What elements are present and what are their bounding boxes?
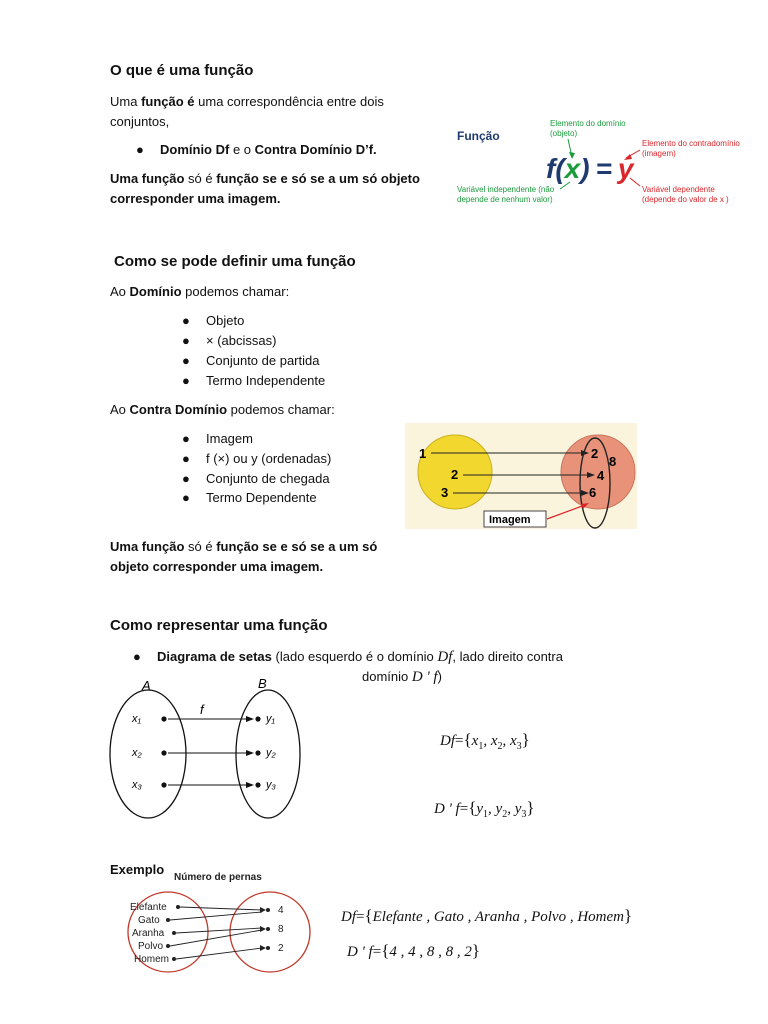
text-fragment: 1 xyxy=(483,809,489,820)
text-fragment: conjuntos, xyxy=(110,114,170,129)
text-fragment: Diagrama de setas xyxy=(157,649,272,664)
text-fragment: Domínio xyxy=(129,284,182,299)
formula-f: f(x) = y xyxy=(546,153,634,184)
text-fragment: só é xyxy=(184,171,217,186)
text-fragment: } xyxy=(471,941,481,960)
domain-point xyxy=(172,931,176,935)
codomain-element: y₃ xyxy=(266,779,276,791)
text-fragment: domínio xyxy=(362,669,412,684)
codomain-point xyxy=(255,782,260,787)
text-fragment: = xyxy=(372,944,382,960)
text-fragment: Elefante , Gato , Aranha , Polvo , Homem xyxy=(372,909,624,925)
mapping-arrow xyxy=(170,912,262,920)
mapping-arrow xyxy=(176,948,262,959)
bullet-dot: ● xyxy=(136,142,144,157)
text-fragment: corresponder uma imagem. xyxy=(110,191,281,206)
bullet-dot: ● xyxy=(182,353,190,368)
image-value: 4 xyxy=(597,468,605,483)
text-fragment: 4 , 4 , 8 , 8 , 2 xyxy=(389,944,472,960)
text-fragment: , x xyxy=(502,733,517,749)
text-fragment: Conjunto de chegada xyxy=(206,471,330,486)
example-figure-title: Número de pernas xyxy=(174,872,262,883)
bullet-dot: ● xyxy=(182,431,190,446)
domain-value: 3 xyxy=(441,485,449,500)
text-fragment: 2 xyxy=(497,741,503,752)
text-fragment: 3 xyxy=(516,741,522,752)
text-fragment: { xyxy=(468,798,477,817)
text-fragment: Imagem xyxy=(206,431,253,446)
codomain-element: y₁ xyxy=(266,713,275,725)
text-fragment: { xyxy=(381,941,390,960)
text-fragment: objeto corresponder uma imagem. xyxy=(110,559,324,574)
bullet-domain-codomain xyxy=(136,140,377,160)
section-title-define-function: Como se pode definir uma função xyxy=(114,253,356,270)
text-fragment: f (×) ou y (ordenadas) xyxy=(206,451,332,466)
example-domain-equation xyxy=(341,906,632,926)
figure-title: Função xyxy=(457,129,500,143)
text-fragment: função xyxy=(141,94,184,109)
text-fragment: 1 xyxy=(478,741,484,752)
text-fragment: } xyxy=(624,906,633,925)
text-fragment: D ' f xyxy=(347,944,373,960)
codomain-set-equation xyxy=(434,798,535,820)
text-fragment: só é xyxy=(184,539,217,554)
annotation-domain-line2: (objeto) xyxy=(550,129,578,138)
domain-point xyxy=(172,957,176,961)
text-fragment: × (abcissas) xyxy=(206,333,277,348)
annotation-codomain-line2: (imagem) xyxy=(642,149,676,158)
text-fragment: (lado esquerdo é o domínio xyxy=(271,649,438,664)
bullet-dot: ● xyxy=(182,490,190,505)
text-fragment: x xyxy=(471,733,479,749)
function-label: f xyxy=(200,702,204,717)
domain-point xyxy=(166,944,170,948)
bullet-dot: ● xyxy=(182,471,190,486)
text-fragment: Termo Dependente xyxy=(206,490,317,505)
domain-point xyxy=(161,716,166,721)
annotation-independent-line2: depende de nenhum valor) xyxy=(457,195,553,204)
legs-example-figure xyxy=(112,866,322,976)
text-fragment: , y xyxy=(488,801,503,817)
text-fragment: 3 xyxy=(521,809,527,820)
leg-count: 8 xyxy=(278,924,284,935)
domain-item xyxy=(182,371,326,391)
domain-item xyxy=(182,351,320,371)
set-a-label: A xyxy=(142,678,151,693)
animal-name: Gato xyxy=(138,915,160,926)
domain-item xyxy=(182,311,245,331)
text-fragment: uma correspondência entre dois xyxy=(194,94,384,109)
bullet-arrow-diagram-line2 xyxy=(362,667,442,687)
domain-point xyxy=(161,750,166,755)
animal-name: Polvo xyxy=(138,941,164,952)
domain-value: 2 xyxy=(451,467,459,482)
legs-circle xyxy=(230,892,310,972)
domain-element: x₂ xyxy=(132,747,142,759)
annotation-dependent-line1: Variável dependente xyxy=(642,185,715,194)
text-fragment: y xyxy=(476,801,484,817)
codomain-point xyxy=(266,908,270,912)
text-fragment: = xyxy=(356,909,365,925)
text-fragment: D ' f xyxy=(434,801,460,817)
function-notation-figure xyxy=(450,112,760,216)
mapping-image-figure xyxy=(405,423,637,529)
text-fragment: Objeto xyxy=(206,313,245,328)
domain-set-equation xyxy=(440,730,530,752)
bullet-dot: ● xyxy=(133,649,141,664)
text-fragment: Conjunto de partida xyxy=(206,353,320,368)
text-fragment: Df xyxy=(437,649,453,665)
arrow-head xyxy=(260,907,266,913)
bullet-dot: ● xyxy=(182,313,190,328)
text-fragment: } xyxy=(526,798,535,817)
animal-name: Aranha xyxy=(132,928,165,939)
text-fragment: Domínio Df xyxy=(160,142,230,157)
function-rule-repeat xyxy=(110,537,410,577)
text-fragment: Ao xyxy=(110,402,130,417)
section-title-what-is-function: O que é uma função xyxy=(110,62,254,79)
text-fragment: função se e só se a um só objeto xyxy=(216,171,420,186)
image-label: Imagem xyxy=(489,514,531,526)
domain-element: x₃ xyxy=(132,779,142,791)
bullet-dot: ● xyxy=(182,333,190,348)
codomain-intro xyxy=(110,400,335,420)
codomain-item xyxy=(182,469,330,489)
text-fragment: função se e só se a um só xyxy=(216,539,378,554)
text-fragment: , lado direito contra xyxy=(452,649,563,664)
function-rule-paragraph xyxy=(110,169,440,209)
annotation-domain-line1: Elemento do domínio xyxy=(550,119,626,128)
bullet-dot: ● xyxy=(182,451,190,466)
domain-value: 1 xyxy=(419,446,427,461)
section-title-represent-function: Como representar uma função xyxy=(110,617,328,634)
codomain-point xyxy=(266,927,270,931)
text-fragment: , x xyxy=(483,733,498,749)
domain-point xyxy=(176,905,180,909)
text-fragment: { xyxy=(463,730,472,749)
text-fragment: Uma xyxy=(110,94,142,109)
bullet-dot: ● xyxy=(182,373,190,388)
text-fragment: Contra Domínio xyxy=(129,402,228,417)
text-fragment: Termo Independente xyxy=(206,373,326,388)
text-fragment: e o xyxy=(229,142,255,157)
text-fragment: ) xyxy=(437,669,442,684)
codomain-item xyxy=(182,429,253,449)
text-fragment: Df xyxy=(341,909,356,925)
text-fragment: é xyxy=(183,94,195,109)
text-fragment: } xyxy=(521,730,530,749)
domain-point xyxy=(166,918,170,922)
codomain-element: y₂ xyxy=(266,747,276,759)
text-fragment: Uma função xyxy=(110,539,185,554)
arrow-diagram-figure xyxy=(104,674,304,824)
example-codomain-equation xyxy=(347,941,480,961)
leg-count: 2 xyxy=(278,943,284,954)
text-fragment: 2 xyxy=(502,809,508,820)
codomain-item xyxy=(182,488,317,508)
domain-point xyxy=(161,782,166,787)
bullet-arrow-diagram xyxy=(133,647,563,667)
definition-paragraph xyxy=(110,92,440,132)
image-value: 6 xyxy=(589,485,597,500)
text-fragment: Df xyxy=(440,733,455,749)
codomain-point xyxy=(255,750,260,755)
domain-element: x₁ xyxy=(132,713,141,725)
arrow-head xyxy=(260,926,266,932)
domain-intro xyxy=(110,282,289,302)
annotation-dependent-line2: (depende do valor de x ) xyxy=(642,195,729,204)
leg-count: 4 xyxy=(278,905,284,916)
codomain-point xyxy=(255,716,260,721)
text-fragment: { xyxy=(364,906,373,925)
codomain-item xyxy=(182,449,332,469)
set-b-label: B xyxy=(258,676,267,691)
example-label: Exemplo xyxy=(110,862,165,877)
codomain-extra-value: 8 xyxy=(609,454,617,469)
text-fragment: = xyxy=(455,733,464,749)
codomain-point xyxy=(266,946,270,950)
animal-name: Elefante xyxy=(130,902,167,913)
animal-name: Homem xyxy=(134,954,170,965)
mapping-arrow xyxy=(180,907,262,910)
arrow-head xyxy=(260,945,266,951)
text-fragment: = xyxy=(459,801,469,817)
domain-item xyxy=(182,331,277,351)
text-fragment: podemos chamar: xyxy=(227,402,335,417)
text-fragment: Contra Domínio D’f. xyxy=(254,142,377,157)
annotation-codomain-line1: Elemento do contradomínio xyxy=(642,139,740,148)
text-fragment: Ao xyxy=(110,284,130,299)
image-value: 2 xyxy=(591,446,599,461)
text-fragment: D ' f xyxy=(411,669,438,685)
annotation-independent-line1: Variável independente (não xyxy=(457,185,555,194)
text-fragment: Uma função xyxy=(110,171,185,186)
text-fragment: podemos chamar: xyxy=(181,284,290,299)
text-fragment: , y xyxy=(507,801,522,817)
